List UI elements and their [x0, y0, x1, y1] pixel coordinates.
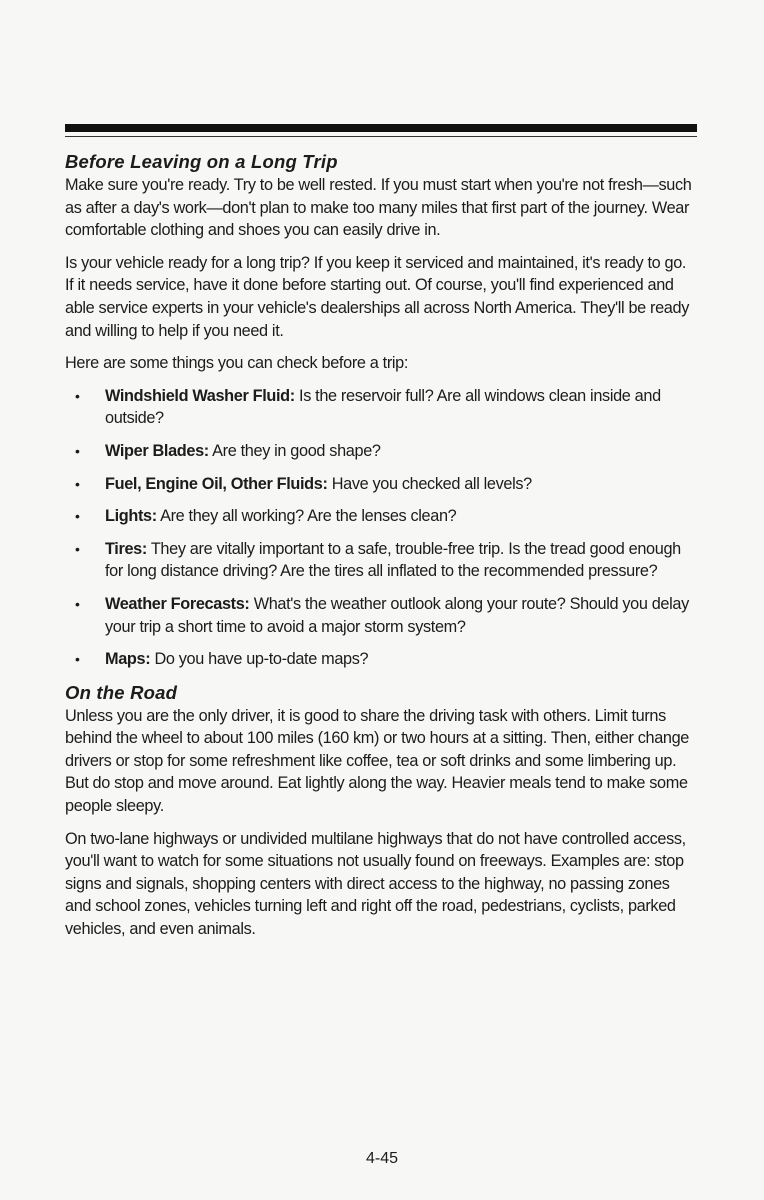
section-title-on-the-road: On the Road	[65, 681, 178, 703]
paragraph: Make sure you're ready. Try to be well rested. If you must start when you're not fresh—such as after a day's work—don't plan to make too many miles that first part of the journey. Wear comfortable clothing and shoes you can easily drive in.	[65, 176, 692, 240]
header-rule-thick	[65, 124, 697, 132]
checklist-item-label: Weather Forecasts:	[105, 594, 250, 613]
paragraph: Unless you are the only driver, it is good to share the driving task with others. Limit turns behind the wheel to about 100 miles (160 km) or two hours at a sitting. Then, either change drivers or stop for some refreshment like coffee, tea or soft drinks and some limbering up. But do stop and move around. Eat lightly along the way. Heavier meals tend to make some people sleepy.	[65, 706, 690, 816]
checklist-item-text: Have you checked all levels?	[327, 474, 532, 493]
bullet-icon: •	[75, 595, 80, 612]
bullet-icon: •	[75, 387, 80, 404]
checklist-item	[65, 440, 695, 463]
trip-checklist	[65, 385, 695, 671]
bullet-icon: •	[75, 475, 80, 492]
checklist-item	[65, 385, 695, 430]
page-number: 4-45	[365, 1150, 399, 1167]
checklist-item-label: Tires:	[105, 539, 147, 558]
checklist-item-label: Wiper Blades:	[105, 441, 209, 460]
checklist-item-text: They are vitally important to a safe, trouble-free trip. Is the tread good enough for long distance driving? Are the tires all inflated to the recommended pressure?	[105, 539, 681, 581]
checklist-item-label: Lights:	[105, 507, 157, 526]
checklist-item-label: Fuel, Engine Oil, Other Fluids:	[105, 474, 328, 493]
checklist-item	[65, 473, 695, 496]
paragraph: Here are some things you can check before a trip:	[65, 354, 409, 373]
page-content	[65, 150, 695, 951]
header-rule-thin	[65, 136, 697, 137]
section-title-long-trip: Before Leaving on a Long Trip	[65, 151, 338, 172]
checklist-item	[65, 648, 695, 671]
bullet-icon: •	[75, 508, 80, 525]
bullet-icon: •	[75, 442, 80, 459]
checklist-item-label: Windshield Washer Fluid:	[105, 386, 295, 405]
paragraph: Is your vehicle ready for a long trip? If you keep it serviced and maintained, it's ready to go. If it needs service, have it done before starting out. Of course, you'll find experienced and able service experts in your vehicle's dealerships all across North America. They'll be ready and willing to help if you need it.	[65, 253, 690, 340]
checklist-item-text: Do you have up-to-date maps?	[150, 650, 369, 669]
checklist-item-text: Is the reservoir full? Are all windows clean inside and outside?	[105, 386, 661, 428]
checklist-item-text: What's the weather outlook along your route? Should you delay your trip a short time to avoid a major storm system?	[105, 594, 689, 636]
checklist-item-label: Maps:	[105, 650, 151, 669]
bullet-icon: •	[75, 540, 80, 557]
paragraph: On two-lane highways or undivided multilane highways that do not have controlled access, you'll want to watch for some situations not usually found on freeways. Examples are: stop signs and signals, shopping centers with direct access to the highway, no passing zones and school zones, vehicles turning left and right off the road, pedestrians, cyclists, parked vehicles, and even animals.	[65, 829, 686, 939]
checklist-item	[65, 538, 695, 583]
checklist-item-text: Are they in good shape?	[208, 441, 381, 460]
checklist-item	[65, 593, 695, 638]
checklist-item-text: Are they all working? Are the lenses clean?	[156, 507, 457, 526]
checklist-item	[65, 505, 695, 528]
bullet-icon: •	[75, 651, 80, 668]
